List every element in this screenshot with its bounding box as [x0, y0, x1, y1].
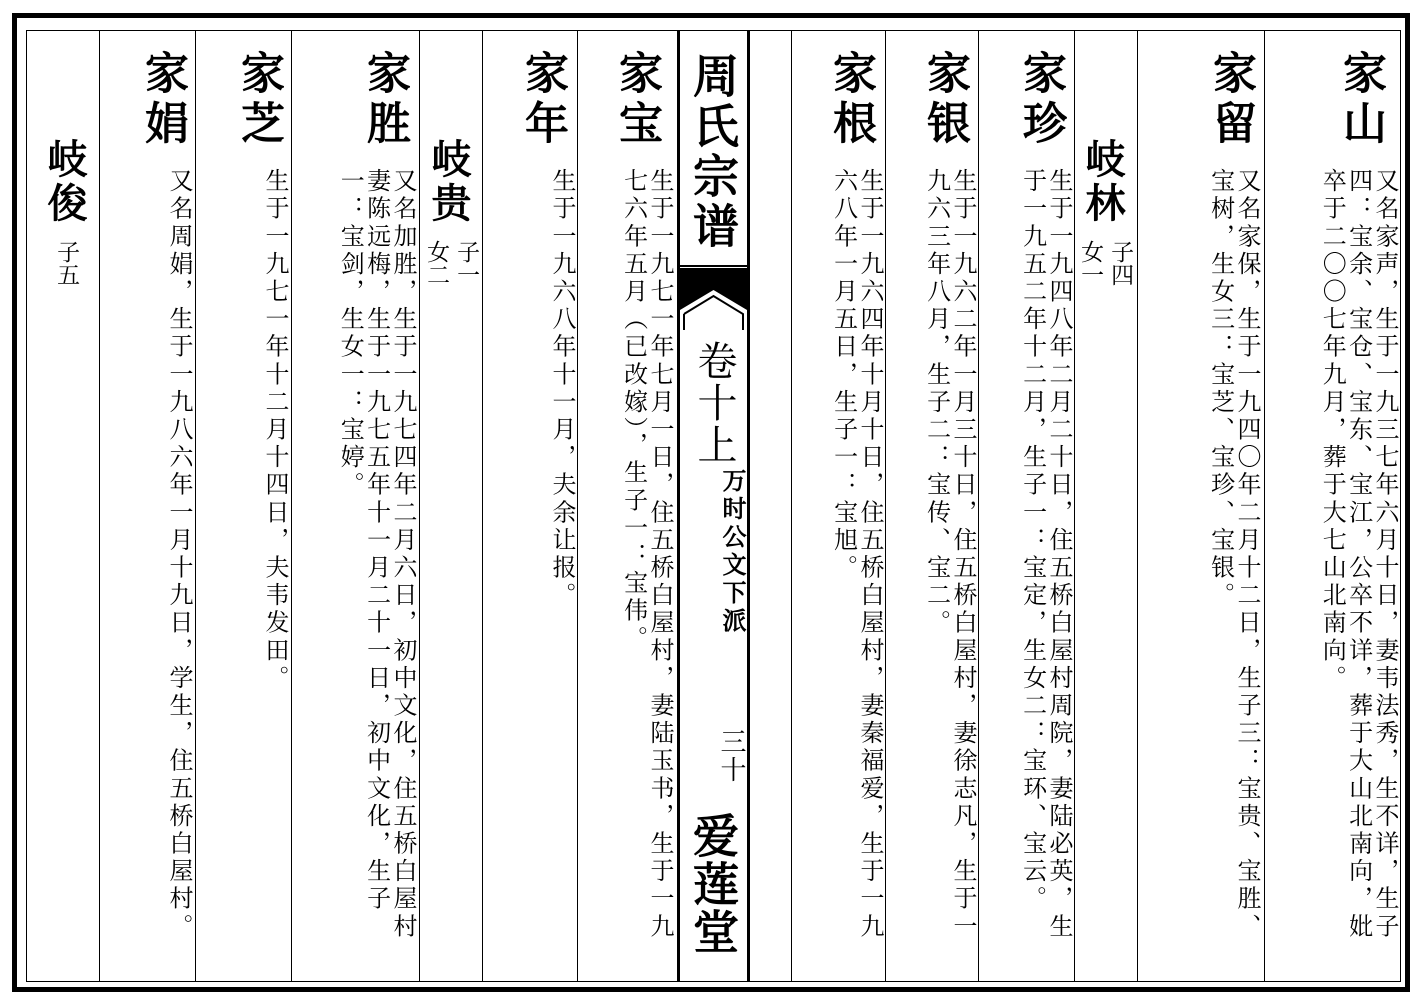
column-divider [1074, 30, 1075, 982]
title-rule [680, 265, 747, 267]
fish-tail-ornament [680, 268, 747, 338]
center-divider-left [677, 30, 680, 982]
column-divider [1264, 30, 1265, 982]
column-divider [791, 30, 792, 982]
column-divider [978, 30, 979, 982]
member-record: 又名加胜，生于一九七四年二月六日，初中文化，住五桥白屋村妻陈远梅，生于一九七五年十一月二十一日，初中文化，生子一：宝剑，生女一：宝婷。 [336, 168, 417, 941]
children-note: 女二 [423, 240, 450, 286]
children-note: 子一 [453, 240, 480, 286]
member-record: 生于一九七一年七月一日，住五桥白屋村，妻陆玉书，生于一九七六年五月（已改嫁），生子一：宝伟。 [619, 168, 674, 941]
column-divider [419, 30, 420, 982]
member-name: 家珍 [1015, 50, 1066, 150]
column-divider [885, 30, 886, 982]
member-record: 生于一九六八年十一月，夫余让报。 [548, 168, 576, 610]
hall-name: 爱莲堂 [686, 812, 740, 956]
member-record: 生于一九四八年二月二十日，住五桥白屋村周院，妻陆必英，生于一九五二年十二月，生子一：宝定，生女二：宝环、宝云。 [1018, 168, 1073, 941]
member-record: 又名周娟，生于一九八六年一月十九日，学生，住五桥白屋村。 [165, 168, 193, 941]
page-number: 三十 [716, 728, 746, 784]
column-divider [291, 30, 292, 982]
column-divider [577, 30, 578, 982]
volume-label: 卷十上 [691, 340, 737, 466]
generation-name: 岐俊 [41, 138, 88, 226]
member-name: 家年 [517, 50, 568, 150]
member-name: 家银 [919, 50, 970, 150]
member-record: 又名家声，生于一九三七年六月十日，妻韦法秀，生不详，生子四：宝余、宝仓、宝东、宝江，公卒不详，葬于大山北南向，妣卒于二〇〇七年九月，葬于大七山北南向。 [1318, 168, 1399, 941]
branch-label: 万时公文下派 [718, 468, 747, 636]
member-name: 家根 [825, 50, 876, 150]
children-note: 子四 [1107, 240, 1134, 286]
member-name: 家山 [1335, 50, 1386, 150]
children-note: 女一 [1077, 240, 1104, 286]
column-divider [482, 30, 483, 982]
center-divider-right [747, 30, 750, 982]
member-name: 家胜 [359, 50, 410, 150]
member-name: 家留 [1205, 50, 1256, 150]
member-name: 家芝 [233, 50, 284, 150]
column-divider [1137, 30, 1138, 982]
member-record: 又名家保，生于一九四〇年二月十二日，生子三：宝贵、宝胜、宝树，生女三：宝芝、宝珍、宝银。 [1206, 168, 1261, 941]
children-note: 子五 [53, 240, 80, 286]
generation-name: 岐林 [1079, 138, 1126, 226]
column-divider [99, 30, 100, 982]
member-name: 家娟 [137, 50, 188, 150]
column-divider [195, 30, 196, 982]
generation-name: 岐贵 [425, 138, 472, 226]
genealogy-title: 周氏宗谱 [686, 52, 740, 252]
member-record: 生于一九六四年十月十日，住五桥白屋村，妻秦福爱，生于一九六八年一月五日，生子一：宝旭。 [829, 168, 884, 941]
member-name: 家宝 [611, 50, 662, 150]
member-record: 生于一九七一年十二月十四日，夫韦发田。 [261, 168, 289, 693]
member-record: 生于一九六二年一月三十日，住五桥白屋村，妻徐志凡，生于一九六三年八月，生子二：宝传、宝二。 [922, 168, 977, 941]
